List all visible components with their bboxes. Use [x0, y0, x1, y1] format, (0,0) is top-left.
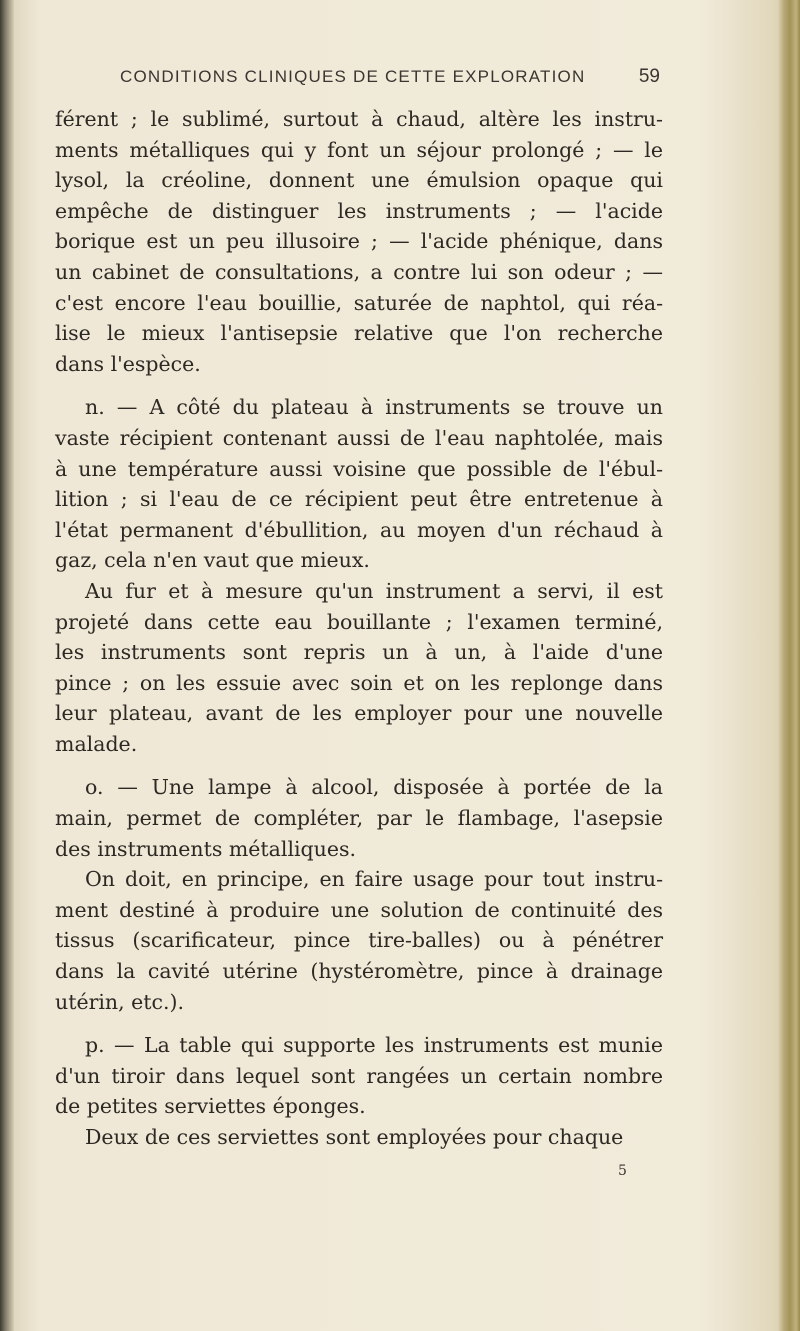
text-line: o. — Une lampe à alcool, disposée à portée de la	[85, 775, 663, 800]
text-line: à une température aussi voisine que possible de l'ébul-	[55, 456, 663, 481]
text-line: leur plateau, avant de les employer pour une nouvelle	[55, 701, 663, 726]
text-line: On doit, en principe, en faire usage pour tout instru-	[85, 867, 663, 892]
text-line: les instruments sont repris un à un, à l'aide d'une	[55, 640, 663, 665]
page-binding-shadow	[0, 0, 14, 1331]
text-line: lysol, la créoline, donnent une émulsion opaque qui	[55, 168, 663, 193]
page-edge	[778, 0, 800, 1331]
text-line: férent ; le sublimé, surtout à chaud, altère les instru-	[55, 107, 663, 131]
text-line: lise le mieux l'antisepsie relative que l'on recherche	[55, 321, 663, 346]
text-line: de petites serviettes éponges.	[55, 1094, 366, 1119]
text-line: dans l'espèce.	[55, 351, 201, 376]
text-line: projeté dans cette eau bouillante ; l'examen terminé,	[55, 609, 663, 634]
text-line: un cabinet de consultations, a contre lui son odeur ; —	[55, 259, 663, 284]
text-line: utérin, etc.).	[55, 989, 185, 1014]
page-header	[120, 66, 660, 88]
text-line: borique est un peu illusoire ; — l'acide phénique, dans	[55, 229, 663, 254]
text-line: Au fur et à mesure qu'un instrument a servi, il est	[85, 578, 663, 603]
text-line: des instruments métalliques.	[55, 836, 357, 861]
body-text	[55, 104, 663, 1153]
text-line: d'un tiroir dans lequel sont rangées un certain nombre	[55, 1063, 663, 1088]
text-line: vaste récipient contenant aussi de l'eau naphtolée, mais	[55, 425, 663, 450]
text-line: tissus (scarificateur, pince tire-balles) ou à pénétrer	[55, 928, 663, 953]
text-line: ments métalliques qui y font un séjour prolongé ; — le	[55, 137, 663, 162]
text-line: empêche de distinguer les instruments ; — l'acide	[55, 198, 663, 223]
text-line: malade.	[55, 731, 138, 756]
text-line: ment destiné à produire une solution de continuité des	[55, 897, 663, 922]
page-number: 59	[638, 66, 660, 87]
text-line: pince ; on les essuie avec soin et on les replonge dans	[55, 670, 663, 695]
text-line: c'est encore l'eau bouillie, saturée de naphtol, qui réa-	[55, 290, 663, 315]
text-line: Deux de ces serviettes sont employées pour chaque	[85, 1125, 624, 1149]
signature-mark: 5	[618, 1163, 627, 1179]
text-line: l'état permanent d'ébullition, au moyen d'un réchaud à	[55, 517, 663, 542]
running-title: CONDITIONS CLINIQUES DE CETTE EXPLORATION	[120, 67, 586, 86]
text-line: lition ; si l'eau de ce récipient peut être entretenue à	[55, 487, 663, 512]
text-line: n. — A côté du plateau à instruments se trouve un	[85, 395, 663, 420]
text-line: dans la cavité utérine (hystéromètre, pince à drainage	[55, 959, 663, 984]
text-line: gaz, cela n'en vaut que mieux.	[55, 548, 370, 573]
text-line: main, permet de compléter, par le flambage, l'asepsie	[55, 806, 663, 831]
text-line: p. — La table qui supporte les instruments est munie	[85, 1033, 663, 1058]
